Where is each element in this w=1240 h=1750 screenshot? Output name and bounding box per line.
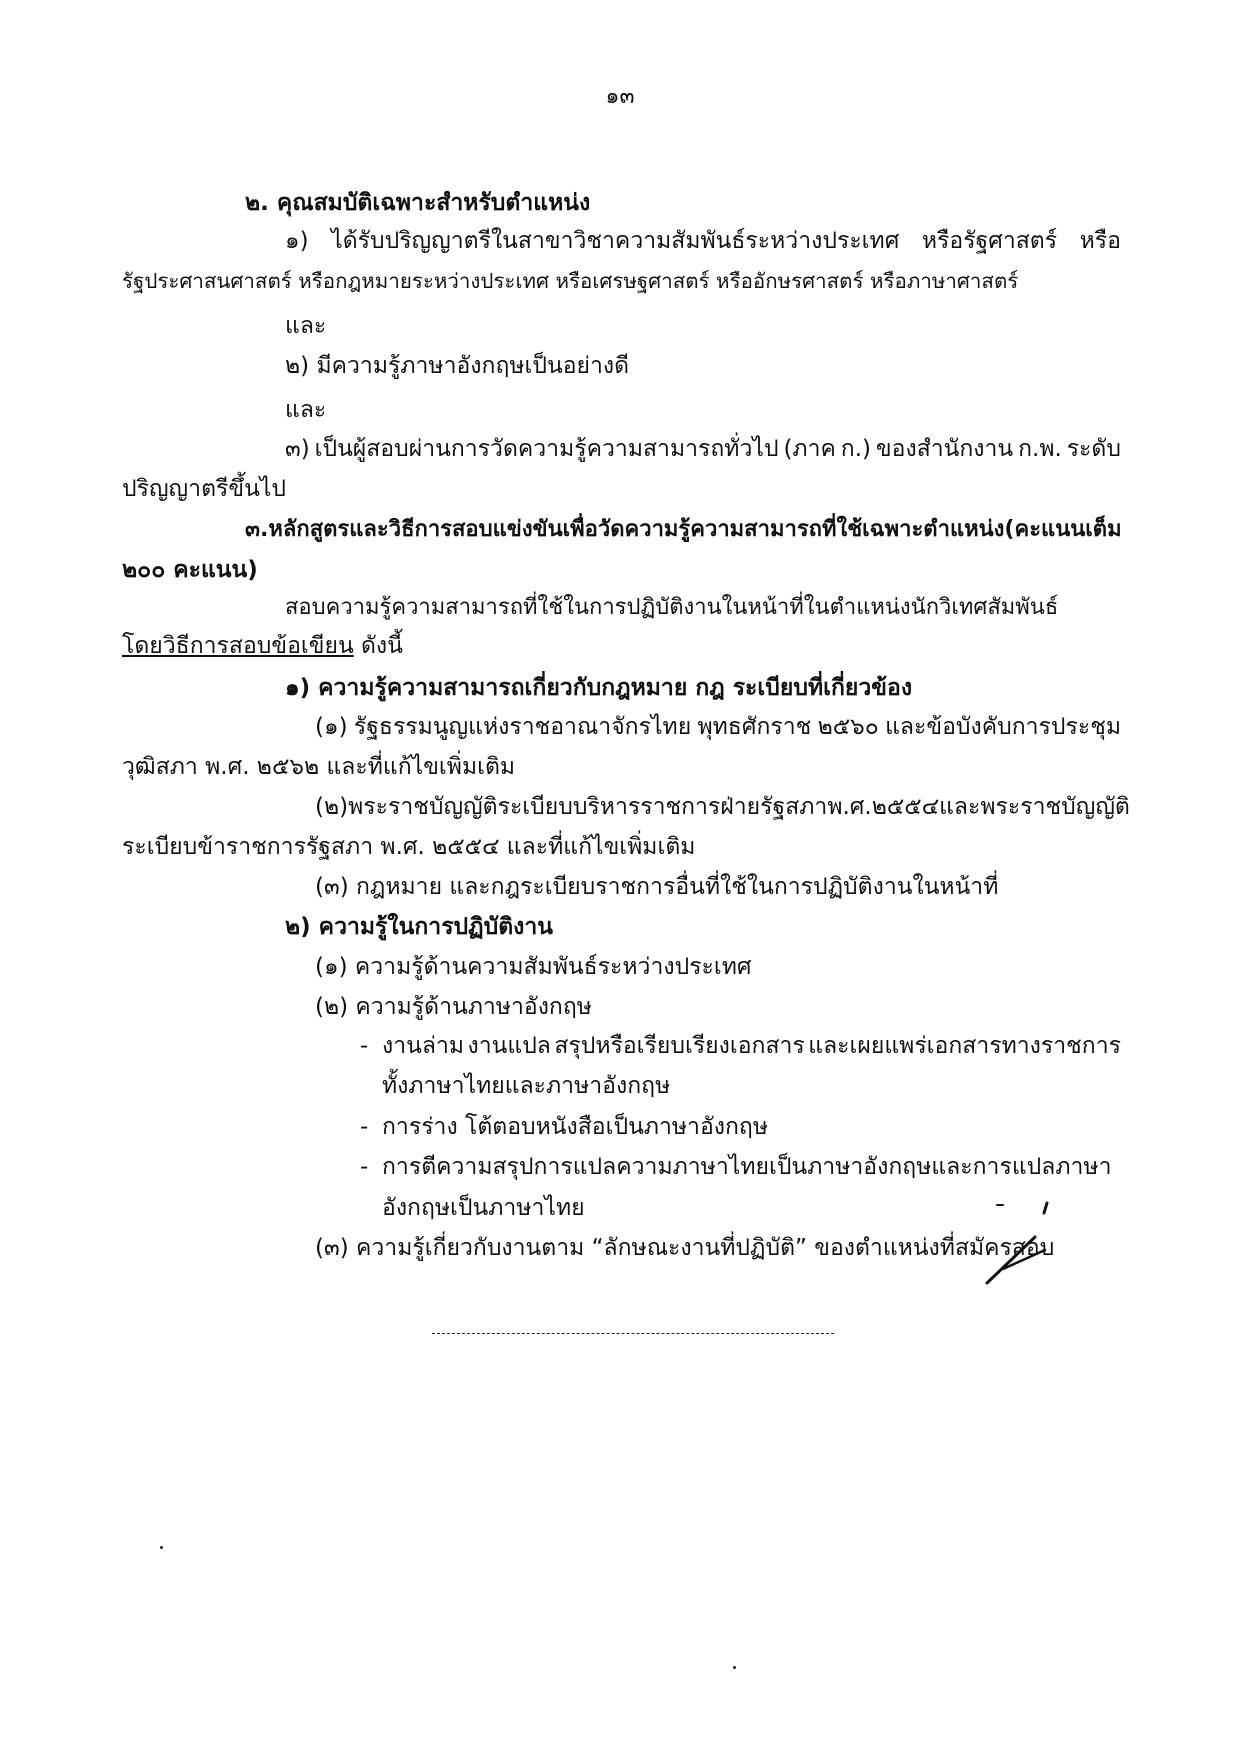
part2-item1: (๑) ความรู้ด้านความสัมพันธ์ระหว่างประเทศ — [315, 954, 752, 980]
word: และพระราชบัญญัติ — [939, 794, 1130, 820]
word: ก.) — [840, 436, 872, 462]
part2-item3: (๓) ความรู้เกี่ยวกับงานตาม “ลักษณะงานที่ปฏิบัติ” ของตำแหน่งที่สมัครสอบ — [315, 1235, 1055, 1261]
section3-heading-line2: ๒๐๐ คะแนน) — [122, 557, 258, 583]
bullet3-line2: อังกฤษเป็นภาษาไทย — [382, 1195, 585, 1221]
word: หรือรัฐศาสตร์ — [921, 228, 1058, 254]
section2-item1-line2: รัฐประศาสนศาสตร์ หรือกฎหมายระหว่างประเทศ หรือเศรษฐศาสตร์ หรืออักษรศาสตร์ หรือภาษาศาสตร์ — [122, 269, 1019, 293]
part1-item1-line1 — [315, 712, 1121, 742]
section2-and-1: และ — [285, 313, 327, 339]
handwritten-initial-mark — [975, 1195, 1065, 1295]
intro-suffix: ดังนี้ — [353, 633, 403, 659]
scan-speck — [160, 1546, 163, 1549]
word: งานล่าม — [382, 1033, 465, 1059]
word: ก.พ. — [1018, 436, 1062, 462]
word: เป็นผู้สอบผ่านการวัดความรู้ความสามารถทั่วไป — [314, 436, 779, 462]
word: ระดับ — [1066, 436, 1121, 462]
exam-method-underlined: โดยวิธีการสอบข้อเขียน — [122, 633, 354, 659]
scan-speck — [733, 1666, 736, 1669]
word: (๒) — [315, 794, 349, 820]
section3-heading-line1 — [245, 515, 1121, 545]
word: ๓. — [245, 517, 269, 542]
part2-heading: ๒) ความรู้ในการปฏิบัติงาน — [285, 914, 554, 940]
word: และข้อบังคับการประชุม — [885, 714, 1121, 740]
word: สรุปหรือเรียบเรียงเอกสาร — [554, 1033, 805, 1059]
word: หลักสูตรและวิธีการสอบแข่งขันเพื่อวัดความรู้ความสามารถที่ใช้เฉพาะตำแหน่ง — [268, 517, 1005, 542]
page-number: ๑๓ — [605, 84, 635, 109]
section3-intro-line1: สอบความรู้ความสามารถที่ใช้ในการปฏิบัติงานในหน้าที่ในตำแหน่งนักวิเทศสัมพันธ์ — [285, 595, 1059, 620]
bullet1-line2: ทั้งภาษาไทยและภาษาอังกฤษ — [382, 1073, 671, 1099]
word: (คะแนนเต็ม — [1004, 517, 1122, 542]
word: ๒๕๖๐ — [817, 714, 879, 740]
section2-item3-line2: ปริญญาตรีขึ้นไป — [122, 476, 286, 502]
part1-item1-line2: วุฒิสภา พ.ศ. ๒๕๖๒ และที่แก้ไขเพิ่มเติม — [122, 754, 516, 780]
word: รัฐธรรมนูญแห่งราชอาณาจักรไทย — [353, 714, 692, 740]
word: การตีความ — [382, 1154, 493, 1180]
word: พุทธศักราช — [697, 714, 812, 740]
word: พ.ศ. — [827, 794, 872, 820]
word: ได้รับปริญญาตรีในสาขาวิชาความสัมพันธ์ระหว่างประเทศ — [331, 228, 900, 254]
word: (ภาค — [783, 436, 836, 462]
word: งานแปล — [467, 1033, 551, 1059]
bullet2-line1: การร่าง โต้ตอบหนังสือเป็นภาษาอังกฤษ — [382, 1114, 769, 1140]
section3-intro-line2 — [122, 631, 403, 661]
closing-dashed-rule — [432, 1333, 834, 1334]
bullet3-line1 — [382, 1152, 1112, 1182]
word: ๓) — [285, 436, 310, 462]
word: (๑) — [315, 714, 348, 740]
word: ของสำนักงาน — [875, 436, 1014, 462]
section2-and-2: และ — [285, 397, 327, 423]
word: ๑) — [285, 228, 309, 254]
word: สรุป — [492, 1154, 534, 1180]
bullet1-line1 — [382, 1031, 1121, 1061]
bullet-dash: - — [360, 1154, 369, 1180]
section2-item1-line1 — [285, 226, 1121, 256]
word: และเผยแพร่เอกสารทางราชการ — [808, 1033, 1121, 1059]
part1-item2-line2: ระเบียบข้าราชการรัฐสภา พ.ศ. ๒๕๕๔ และที่แก้ไขเพิ่มเติม — [122, 834, 696, 860]
section2-item2: ๒) มีความรู้ภาษาอังกฤษเป็นอย่างดี — [285, 353, 630, 379]
part2-item2: (๒) ความรู้ด้านภาษาอังกฤษ — [315, 994, 592, 1020]
part1-heading: ๑) ความรู้ความสามารถเกี่ยวกับกฎหมาย กฎ ระเบียบที่เกี่ยวข้อง — [285, 675, 913, 701]
word: และการแปลภาษา — [931, 1154, 1112, 1180]
part1-item2-line1 — [315, 792, 1130, 822]
bullet-dash: - — [360, 1033, 369, 1059]
section2-item3-line1 — [285, 434, 1121, 464]
word: พระราชบัญญัติระเบียบบริหารราชการฝ่ายรัฐสภา — [348, 794, 828, 820]
word: การแปลความภาษาไทยเป็นภาษาอังกฤษ — [533, 1154, 932, 1180]
word: หรือ — [1079, 228, 1121, 254]
bullet-dash: - — [360, 1114, 369, 1140]
word: ๒๕๕๔ — [871, 794, 940, 820]
section2-heading: ๒. คุณสมบัติเฉพาะสำหรับตำแหน่ง — [245, 190, 591, 216]
part1-item3: (๓) กฎหมาย และกฎระเบียบราชการอื่นที่ใช้ในการปฏิบัติงานในหน้าที่ — [315, 874, 999, 900]
